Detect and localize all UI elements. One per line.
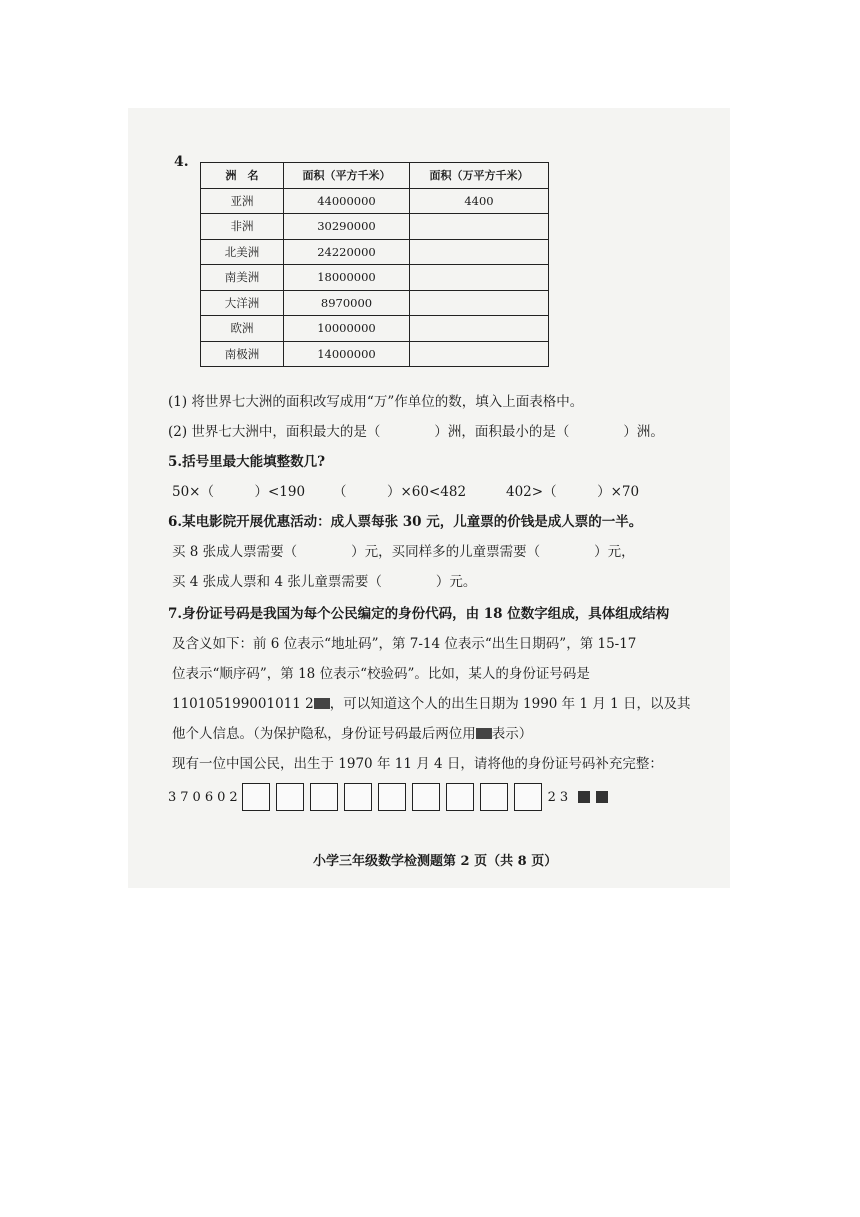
- table-header-row: [201, 163, 549, 189]
- id-number-fill-row: [168, 780, 608, 814]
- scanned-page: [128, 108, 730, 888]
- id-suffix: 23: [547, 789, 573, 805]
- q7-line-5-b: 表示）: [491, 726, 533, 742]
- table-row: [201, 290, 549, 316]
- id-digit-box[interactable]: [344, 783, 372, 811]
- q7-line-5-a: 他个人信息。（为保护隐私，身份证号码最后两位用: [172, 726, 476, 742]
- continent-area: 14000000: [284, 341, 410, 367]
- q7-line-3: 位表示“顺序码”，第 18 位表示“校验码”。比如，某人的身份证号码是: [172, 666, 590, 682]
- continent-area: 24220000: [284, 239, 410, 265]
- example-id-number: 110105199001011 2: [172, 696, 314, 712]
- q7-line-1-text: 7.身份证号码是我国为每个公民编定的身份代码，由 18 位数字组成，具体组成结构: [168, 606, 670, 622]
- continent-name: 亚洲: [201, 188, 284, 214]
- header-continent: 洲 名: [201, 163, 284, 189]
- continent-name: 欧洲: [201, 316, 284, 342]
- privacy-mask-icon: [314, 698, 330, 709]
- table-row: [201, 316, 549, 342]
- id-digit-box[interactable]: [514, 783, 542, 811]
- q5-expression-1: 50×（ ）<190: [172, 484, 306, 500]
- continent-area-wan[interactable]: [410, 290, 549, 316]
- continent-name: 南美洲: [201, 265, 284, 291]
- continent-name: 北美洲: [201, 239, 284, 265]
- id-digit-box[interactable]: [480, 783, 508, 811]
- page-footer: 小学三年级数学检测题第 2 页（共 8 页）: [313, 854, 558, 869]
- question-6-title: 6.某电影院开展优惠活动：成人票每张 30 元，儿童票的价钱是成人票的一半。: [168, 514, 643, 530]
- table-row: [201, 265, 549, 291]
- q7-line-5: [172, 722, 532, 742]
- privacy-mask-icon: [578, 791, 590, 803]
- continent-name: 南极洲: [201, 341, 284, 367]
- continent-area: 8970000: [284, 290, 410, 316]
- id-digit-boxes: [242, 783, 548, 811]
- table-row: [201, 341, 549, 367]
- privacy-mask-icon: [476, 728, 492, 739]
- continent-area-wan[interactable]: 4400: [410, 188, 549, 214]
- table-row: [201, 239, 549, 265]
- q6-line-1: 买 8 张成人票需要（ ）元，买同样多的儿童票需要（ ）元，: [172, 544, 635, 560]
- q5-expression-3: 402>（ ）×70: [506, 484, 640, 500]
- q7-line-2: 及含义如下：前 6 位表示“地址码”，第 7-14 位表示“出生日期码”，第 15-17: [172, 636, 637, 652]
- q7-line-1: [168, 602, 669, 622]
- id-digit-box[interactable]: [412, 783, 440, 811]
- continent-area: 10000000: [284, 316, 410, 342]
- continent-area-wan[interactable]: [410, 316, 549, 342]
- header-area-km2: 面积（平方千米）: [284, 163, 410, 189]
- bleed-through-text: [660, 148, 730, 848]
- continent-area-wan[interactable]: [410, 239, 549, 265]
- q7-line-4-rest: ，可以知道这个人的出生日期为 1990 年 1 月 1 日，以及其: [329, 696, 691, 712]
- id-digit-box[interactable]: [446, 783, 474, 811]
- q5-expression-2: （ ）×60<482: [333, 484, 467, 500]
- q4-sub-question-2: (2) 世界七大洲中，面积最大的是（ ）洲，面积最小的是（ ）洲。: [168, 424, 664, 440]
- table-row: [201, 214, 549, 240]
- continent-name: 大洋洲: [201, 290, 284, 316]
- id-digit-box[interactable]: [242, 783, 270, 811]
- q7-line-4: [172, 692, 691, 712]
- continent-area: 18000000: [284, 265, 410, 291]
- privacy-mask-icon: [596, 791, 608, 803]
- question-4-number: 4.: [174, 154, 189, 170]
- table-row: [201, 188, 549, 214]
- q4-sub-question-1: (1) 将世界七大洲的面积改写成用“万”作单位的数，填入上面表格中。: [168, 394, 584, 410]
- continent-area-wan[interactable]: [410, 265, 549, 291]
- id-prefix: 370602: [168, 789, 242, 805]
- id-digit-box[interactable]: [276, 783, 304, 811]
- q7-line-6: 现有一位中国公民，出生于 1970 年 11 月 4 日，请将他的身份证号码补充完整：: [172, 756, 663, 772]
- question-5-title: 5.括号里最大能填整数几?: [168, 454, 326, 470]
- continent-area-table: [200, 162, 549, 367]
- continent-area-wan[interactable]: [410, 214, 549, 240]
- id-digit-box[interactable]: [310, 783, 338, 811]
- continent-name: 非洲: [201, 214, 284, 240]
- continent-area: 44000000: [284, 188, 410, 214]
- id-digit-box[interactable]: [378, 783, 406, 811]
- continent-area-wan[interactable]: [410, 341, 549, 367]
- q6-line-2: 买 4 张成人票和 4 张儿童票需要（ ）元。: [172, 574, 477, 590]
- continent-area: 30290000: [284, 214, 410, 240]
- header-area-wan-km2: 面积（万平方千米）: [410, 163, 549, 189]
